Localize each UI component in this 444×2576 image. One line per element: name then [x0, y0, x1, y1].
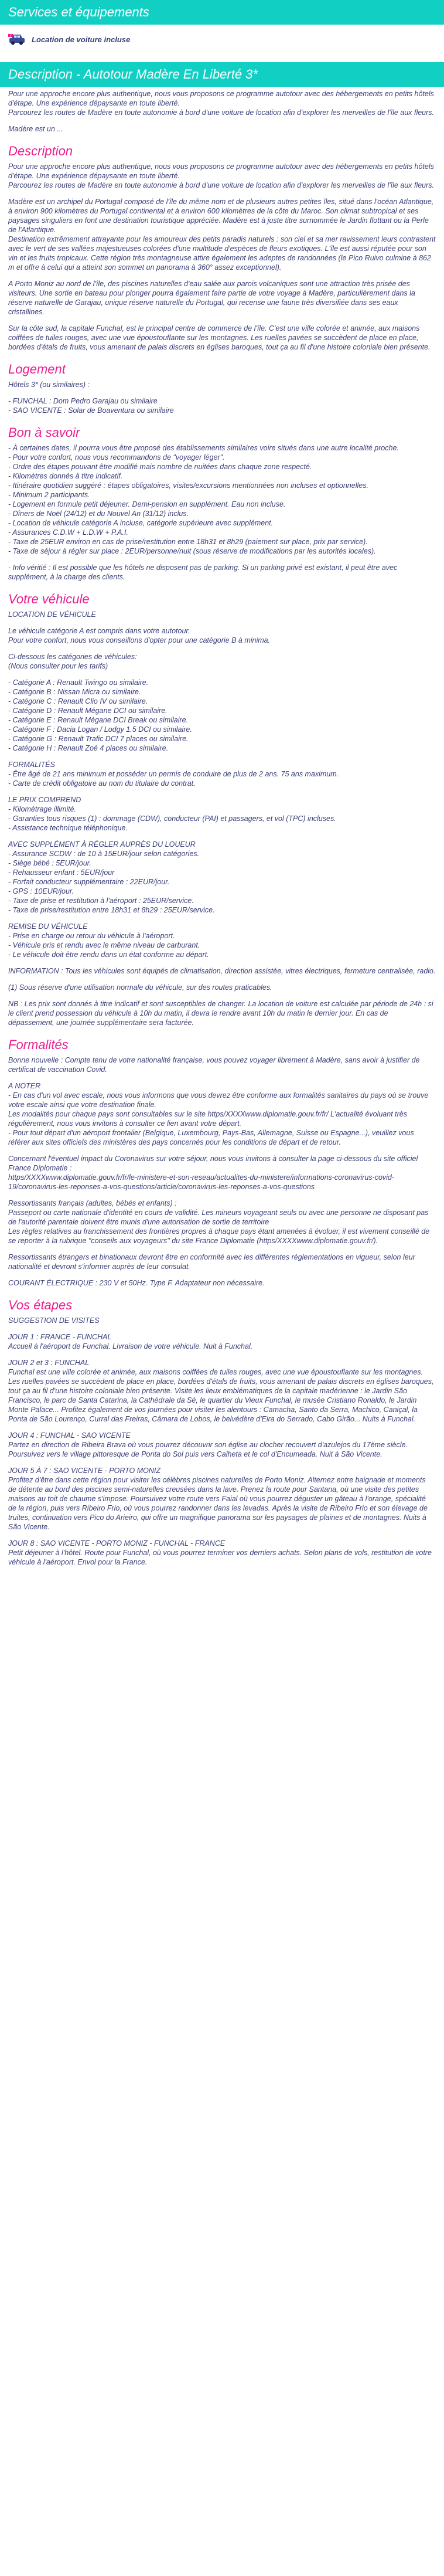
section-paragraph: Bonne nouvelle : Compte tenu de votre nationalité française, vous pouvez voyager librement à Madère, sans avoir à justifier de certificat de vaccination Covid. — [8, 1056, 420, 1074]
section-title-vehicule: Votre véhicule — [8, 592, 90, 606]
section-title-etapes: Vos étapes — [8, 1298, 73, 1312]
section-paragraph: Hôtels 3* (ou similaires) : — [8, 381, 90, 389]
section-paragraph: Pour une approche encore plus authentique, nous vous proposons ce programme autotour avec des hébergements en petits hôtels d'étape. Une expérience dépaysante en toute liberté. Parcourez les routes de Madère en toute autonomie à bord d'une voiture de location afin d'explorer les merveilles de l'île aux fleurs. — [8, 162, 435, 189]
section-paragraph: REMISE DU VÉHICULE - Prise en charge ou retour du véhicule à l'aéroport. - Véhicule pris et rendu avec le même niveau de carburant. - Le véhicule doit être rendu dans un état conforme au départ. — [8, 922, 209, 959]
section-paragraph: JOUR 5 À 7 : SAO VICENTE - PORTO MONIZ Profitez d'être dans cette région pour visiter les célèbres piscines naturelles de Porto Moniz. Alternez entre baignade et moments de détente au bord des piscines semi-naturelles creusées dans la lave. Prenez la route pour Santana, où une visite des petites maisons au toit de chaume s'impose. Poursuivez votre route vers Faial où vous pourrez déguster un gâteau à l'orange, spécialité de la région, puis vers Ribeiro Frio, où vous pourrez randonner dans les levadas. Après la visite de Ribeiro Frio et son élevage de truites, continuation vers Pico do Arieiro, qui offre un magnifique panorama sur les paysages de plaines et de montagnes. Nuits à São Vicente. — [8, 1467, 428, 1531]
section-title-bon-a-savoir: Bon à savoir — [8, 425, 80, 440]
section-paragraph: Concernant l'éventuel impact du Coronavirus sur votre séjour, nous vous invitons à consulter la page ci-dessous du site officiel France Diplomatie : https/XXXXwww.diplomatie.gouv.fr/fr/le-ministere-et-son-reseau/actualites-du-ministere/informations-coronavirus-covid-19/coronavirus-les-reponses-a-vos-questions/article/coronavirus-les-reponses-a-vos-questions — [8, 1155, 418, 1191]
section-paragraph: COURANT ÉLECTRIQUE : 230 V et 50Hz. Type F. Adaptateur non nécessaire. — [8, 1279, 265, 1287]
service-label: Location de voiture incluse — [32, 35, 131, 44]
section-paragraph: Ressortissants étrangers et binationaux devront être en conformité avec les différentes réglementations en vigueur, selon leur nationalité et devront s'informer auprès de leur consulat. — [8, 1253, 415, 1271]
section-paragraph: Ci-dessous les catégories de véhicules: (Nous consulter pour les tarifs) — [8, 653, 137, 670]
section-title-description: Description — [8, 144, 73, 158]
section-paragraph: JOUR 2 et 3 : FUNCHAL Funchal est une ville colorée et animée, aux maisons coiffées de tuiles rouges, avec une vue époustouflante sur les montagnes. Les ruelles pavées se succèdent de place en place, bordées d'étals de fruits, vous amenant de palais discrets en églises baroques, tout ça au fil d'une histoire coloniale bien présente. Visite les lieux emblématiques de la capitale madérienne : le Jardin São Francisco, le parc de Santa Catarina, la Cathédrale da Sé, le quartier du Vieux Funchal, le musée Cristiano Ronaldo, le Jardin Monte Palace... Profitez également de vos journées pour visiter les alentours : Camacha, Santo da Serra, Machico, Caniçal, la Ponta de São Lourenço, Curral das Freiras, Câmara de Lobos, le belvédère d'Eira do Serrado, Cabo Girão... Nuits à Funchal. — [8, 1359, 434, 1423]
section-paragraph: AVEC SUPPLÉMENT À RÉGLER AUPRÈS DU LOUEUR - Assurance SCDW : de 10 à 15EUR/jour selon catégories. - Siège bébé : 5EUR/jour. - Rehausseur enfant : 5EUR/jour - Forfait conducteur supplémentaire : 22EUR/jour. - GPS : 10EUR/jour. - Taxe de prise et restitution à l'aéroport : 25EUR/service. - Taxe de prise/restitution entre 18h31 et 8h29 : 25EUR/service. — [8, 840, 215, 914]
section-paragraph: A NOTER - En cas d'un vol avec escale, nous vous informons que vous devrez être conforme aux formalités sanitaires du pays où se trouve votre escale ainsi que votre destination finale. Les modalités pour chaque pays sont consultables sur le site https/XXXXwww.diplomatie.gouv.fr/fr/ L'actualité évoluant très régulièrement, nous vous invitons à consulter ce lien avant votre départ. - Pour tout départ d'un aéroport frontalier (Belgique, Luxembourg, Pays-Bas, Allemagne, Suisse ou Espagne...), veuillez vous référer aux sites officiels des ministères des pays concernés pour les conditions de départ et de retour. — [8, 1082, 429, 1146]
section-paragraph: INFORMATION : Tous les véhicules sont équipés de climatisation, direction assistée, vitres électriques, fermeture centralisée, radio. — [8, 967, 436, 975]
section-paragraph: A Porto Moniz au nord de l'île, des piscines naturelles d'eau salée aux parois volcaniques sont une attraction très prisée des visiteurs. Une sortie en bateau pour plonger pourra également faire partie de votre voyage à Madère, particulièrement dans la réserve naturelle de Garajau, unique réserve naturelle du Portugal, qui recense une faune très diversifiée dans ses eaux cristallines. — [8, 280, 415, 316]
section-paragraph: JOUR 8 : SAO VICENTE - PORTO MONIZ - FUNCHAL - FRANCE Petit déjeuner à l'hôtel. Route pour Funchal, où vous pourrez terminer vos derniers achats. Selon plans de vols, restitution de votre véhicule à l'aéroport. Envol pour la France. — [8, 1539, 432, 1566]
section-paragraph: Ressortissants français (adultes, bébés et enfants) : Passeport ou carte nationale d'identité en cours de validité. Les mineurs voyageant seuls ou avec une personne ne disposant pas de l'autorité parentale doivent être munis d'une autorisation de sortie de territoire Les règles relatives au franchissement des frontières propres à chaque pays étant amenées à évoluer, il est vivement conseillé de se reporter à la rubrique "conseils aux voyageurs" du site France Diplomatie (https/XXXXwww.diplomatie.gouv.fr/). — [8, 1199, 430, 1245]
section-paragraph: - Catégorie A : Renault Twingo ou similaire. - Catégorie B : Nissan Micra ou similaire. - Catégorie C : Renault Clio IV ou similaire. - Catégorie D : Renault Mégane DCI ou similaire. - Catégorie E : Renault Mégane DCI Break ou similaire. - Catégorie F : Dacia Logan / Lodgy 1.5 DCI ou similaire. - Catégorie G : Renault Trafic DCI 7 places ou similaire. - Catégorie H : Renault Zoé 4 places ou similaire. — [8, 678, 192, 752]
section-paragraph: LE PRIX COMPREND - Kilométrage illimité. - Garanties tous risques (1) : dommage (CDW), conducteur (PAI) et passagers, et vol (TPC) incluses. - Assistance technique téléphonique. — [8, 796, 336, 832]
section-paragraph: - À certaines dates, il pourra vous être proposé des établissements similaires voire situés dans une autre localité proche. - Pour votre confort, nous vous recommandons de "voyager léger". - Ordre des étapes pouvant être modifié mais nombre de nuitées dans chaque zone respecté. - Kilomètres donnés à titre indicatif. - Itinéraire quotidien suggéré : étapes obligatoires, visites/excursions mentionnées non incluses et optionnelles. - Minimum 2 participants. - Logement en formule petit déjeuner. Demi-pension en supplément. Eau non incluse. - Dîners de Noël (24/12) et du Nouvel An (31/12) inclus. - Location de véhicule catégorie A incluse, catégorie supérieure avec supplément. - Assurances C.D.W + L.D.W + P.A.I. - Taxe de 25EUR environ en cas de prise/restitution entre 18h31 et 8h29 (paiement sur place, prix par service). - Taxe de séjour à régler sur place : 2EUR/personne/nuit (sous réserve de modifications par les autorités locales). — [8, 444, 399, 555]
section-paragraph: - FUNCHAL : Dom Pedro Garajau ou similaire - SAO VICENTE : Solar de Boaventura ou similaire — [8, 397, 174, 415]
description-content — [0, 87, 444, 1567]
section-paragraph: (1) Sous réserve d'une utilisation normale du véhicule, sur des routes praticables. — [8, 983, 272, 992]
section-paragraph: - Info véritié : Il est possible que les hôtels ne disposent pas de parking. Si un parking privé est existant, il peut être avec supplément, à la charge des clients. — [8, 564, 398, 581]
service-item — [0, 25, 444, 46]
section-paragraph: LOCATION DE VÉHICULE — [8, 610, 96, 619]
description-header: Description - Autotour Madère En Liberté 3* — [0, 62, 444, 87]
section-paragraph: JOUR 1 : FRANCE - FUNCHAL Accueil à l'aéroport de Funchal. Livraison de votre véhicule. Nuit à Funchal. — [8, 1333, 253, 1350]
section-paragraph: NB : Les prix sont donnés à titre indicatif et sont susceptibles de changer. La location de voiture est calculée par période de 24h : si le client prend possession du véhicule à 10h du matin, il devra le rendre avant 10h du matin le dernier jour. En cas de dépassement, une journée supplémentaire sera facturée. — [8, 1000, 433, 1027]
section-title-formalites: Formalités — [8, 1037, 69, 1052]
intro-paragraph: Madère est un ... — [8, 125, 63, 133]
section-paragraph: JOUR 4 : FUNCHAL - SAO VICENTE Partez en direction de Ribeira Brava où vous pourrez découvrir son église au clocher recouvert d'azulejos du 17ème siècle. Poursuivez vers le village pittoresque de Ponta do Sol puis vers Calheta et le col d'Encumeada. Nuit à São Vicente. — [8, 1431, 408, 1458]
section-paragraph: Le véhicule catégorie A est compris dans votre autotour. Pour votre confort, nous vous conseillons d'opter pour une catégorie B à minima. — [8, 627, 271, 644]
section-paragraph: Madère est un archipel du Portugal composé de l'île du même nom et de plusieurs autres petites îles, situé dans l'océan Atlantique, à environ 900 kilomètres du Portugal continental et à environ 600 kilomètres de la côte du Maroc. Son climat subtropical et ses paysages singuliers en font une destination touristique appréciée. Madère est à juste titre surnommée le Jardin flottant ou la Perle de l'Atlantique. Destination extrêmement attrayante pour les amoureux des petits paradis naturels : son ciel et sa mer ravissement leurs contrastent avec le vert de ses vallées majestueuses colorées d'une multitude d'espèces de fleurs exotiques. L'île est aussi réputée pour son vin et les fruits tropicaux. Cette région très montagneuse attire également les adeptes de randonnées (le Pico Ruivo culmine à 862 m et offre à celui qui a atteint son sommet un panorama à 360° assez exceptionnel). — [8, 198, 436, 271]
section-title-logement: Logement — [8, 362, 66, 376]
svg-text:$: $ — [9, 34, 12, 37]
section-paragraph: Sur la côte sud, la capitale Funchal, est le principal centre de commerce de l'île. C'est une ville colorée et animée, aux maisons coiffées de tuiles rouges, avec une vue époustouflante sur les montagnes. Les ruelles pavées se succèdent de place en place, bordées d'étals de fruits, vous amenant de palais discrets en églises baroques, tout ça au fil d'une histoire coloniale bien présente. — [8, 324, 431, 351]
intro-paragraph: Pour une approche encore plus authentique, nous vous proposons ce programme autotour avec des hébergements en petits hôtels d'étape. Une expérience dépaysante en toute liberté. Parcourez les routes de Madère en toute autonomie à bord d'une voiture de location afin d'explorer les merveilles de l'île aux fleurs. — [8, 90, 435, 117]
services-header: Services et équipements — [0, 0, 444, 25]
section-paragraph: FORMALITÉS - Être âgé de 21 ans minimum et posséder un permis de conduire de plus de 2 ans. 75 ans maximum. - Carte de crédit obligatoire au nom du titulaire du contrat. — [8, 761, 339, 788]
section-paragraph: SUGGESTION DE VISITES — [8, 1316, 100, 1325]
car-icon — [8, 33, 26, 46]
